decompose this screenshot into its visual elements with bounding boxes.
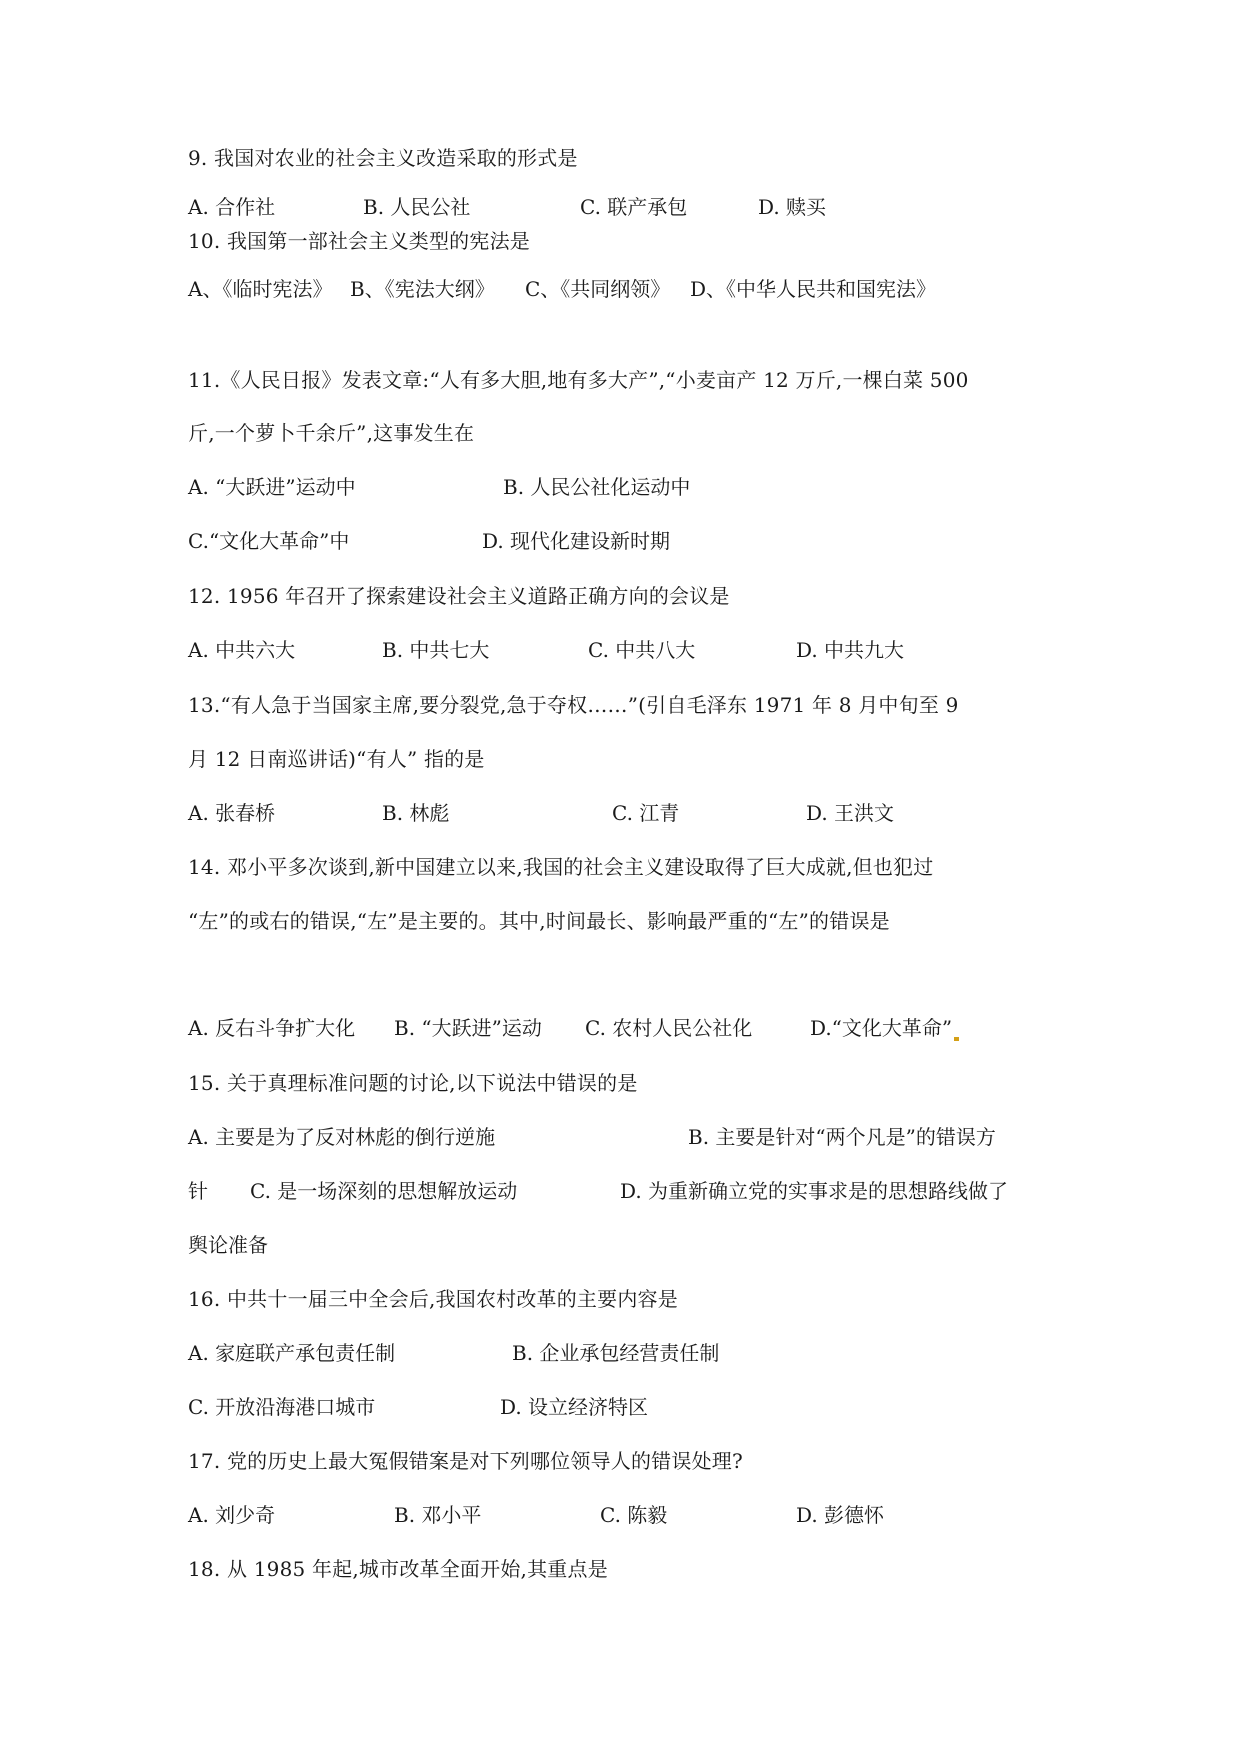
question-10-option-a: A、《临时宪法》 [188,277,333,301]
question-13-stem-line-1: 13.“有人急于当国家主席,要分裂党,急于夺权……”(引自毛泽东 1971 年 8 月中旬至 9 [188,693,959,717]
question-17-option-a: A. 刘少奇 [188,1503,276,1527]
question-13-option-b: B. 林彪 [382,801,450,825]
question-11-option-c: C.“文化大革命”中 [188,529,350,553]
question-13-option-d: D. 王洪文 [806,801,895,825]
question-9-option-c: C. 联产承包 [580,195,688,219]
question-14-stem-line-1: 14. 邓小平多次谈到,新中国建立以来,我国的社会主义建设取得了巨大成就,但也犯过 [188,855,934,879]
question-18-stem: 18. 从 1985 年起,城市改革全面开始,其重点是 [188,1557,608,1581]
question-14-option-c: C. 农村人民公社化 [585,1016,753,1040]
question-9-option-a: A. 合作社 [188,195,276,219]
question-11-option-b: B. 人民公社化运动中 [503,475,691,499]
question-13-option-a: A. 张春桥 [188,801,276,825]
question-14-option-a: A. 反右斗争扩大化 [188,1016,356,1040]
question-17-option-d: D. 彭德怀 [796,1503,885,1527]
question-12-stem: 12. 1956 年召开了探索建设社会主义道路正确方向的会议是 [188,584,730,608]
question-13-stem-line-2: 月 12 日南巡讲话)“有人” 指的是 [188,747,485,771]
question-15-option-a: A. 主要是为了反对林彪的倒行逆施 [188,1125,496,1149]
question-14-option-b: B. “大跃进”运动 [394,1016,542,1040]
question-17-stem: 17. 党的历史上最大冤假错案是对下列哪位领导人的错误处理? [188,1449,743,1473]
question-16-option-d: D. 设立经济特区 [500,1395,649,1419]
question-12-option-d: D. 中共九大 [796,638,905,662]
question-15-option-c: C. 是一场深刻的思想解放运动 [250,1179,518,1203]
question-15-option-d-continued: 舆论准备 [188,1233,268,1257]
question-14-option-d [810,1015,959,1041]
question-12-option-c: C. 中共八大 [588,638,696,662]
question-11-stem-line-2: 斤,一个萝卜千余斤”,这事发生在 [188,421,475,445]
question-16-option-c: C. 开放沿海港口城市 [188,1395,376,1419]
question-16-option-a: A. 家庭联产承包责任制 [188,1341,396,1365]
question-15-option-d: D. 为重新确立党的实事求是的思想路线做了 [620,1179,1009,1203]
question-13-option-c: C. 江青 [612,801,680,825]
question-11-option-d: D. 现代化建设新时期 [482,529,671,553]
question-15-option-b: B. 主要是针对“两个凡是”的错误方 [688,1125,996,1149]
question-14-option-d-text: D.“文化大革命” [810,1016,953,1040]
question-10-option-d: D、《中华人民共和国宪法》 [690,277,937,301]
question-9-option-d: D. 赎买 [758,195,827,219]
question-15-stem: 15. 关于真理标准问题的讨论,以下说法中错误的是 [188,1071,638,1095]
question-16-option-b: B. 企业承包经营责任制 [512,1341,720,1365]
question-9-stem: 9. 我国对农业的社会主义改造采取的形式是 [188,146,578,170]
question-11-option-a: A. “大跃进”运动中 [188,475,356,499]
question-12-option-b: B. 中共七大 [382,638,490,662]
question-16-stem: 16. 中共十一届三中全会后,我国农村改革的主要内容是 [188,1287,678,1311]
question-10-option-c: C、《共同纲领》 [525,277,671,301]
question-17-option-c: C. 陈毅 [600,1503,668,1527]
question-10-option-b: B、《宪法大纲》 [350,277,495,301]
highlight-mark [954,1037,959,1041]
question-11-stem-line-1: 11.《人民日报》发表文章:“人有多大胆,地有多大产”,“小麦亩产 12 万斤,一棵白菜 500 [188,368,969,392]
question-17-option-b: B. 邓小平 [394,1503,482,1527]
question-15-option-b-continued: 针 [188,1179,208,1203]
question-9-option-b: B. 人民公社 [363,195,471,219]
question-10-stem: 10. 我国第一部社会主义类型的宪法是 [188,229,530,253]
question-14-stem-line-2: “左”的或右的错误,“左”是主要的。其中,时间最长、影响最严重的“左”的错误是 [188,909,890,933]
question-12-option-a: A. 中共六大 [188,638,296,662]
